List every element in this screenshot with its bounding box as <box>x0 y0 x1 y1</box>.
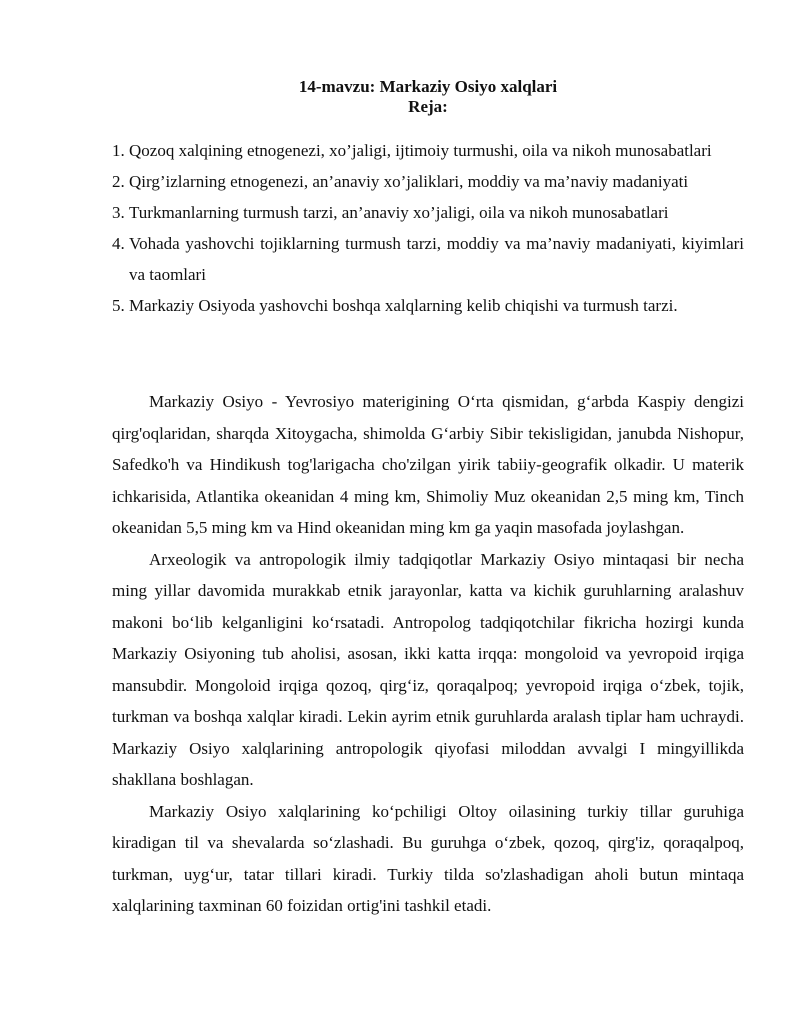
plan-item-text: Turkmanlarning turmush tarzi, an’anaviy xo’jaligi, oila va nikoh munosabatlari <box>129 203 669 222</box>
plan-item-number: 4. <box>112 234 125 253</box>
plan-item <box>112 135 744 166</box>
plan-item <box>112 228 744 290</box>
plan-item-number: 5. <box>112 296 125 315</box>
plan-item <box>112 166 744 197</box>
document-title: 14-mavzu: Markaziy Osiyo xalqlari <box>298 77 558 96</box>
body-paragraph: Markaziy Osiyo - Yevrosiyo materigining O‘rta qismidan, g‘arbda Kaspiy dengizi qirg'oqlaridan, sharqda Xitoygacha, shimolda G‘arbiy Sibir tekisligidan, janubda Nishopur, Safedko'h va Hindikush tog'larigacha cho'zilgan yirik tabiiy-geografik olkadir. U materik ichkarisida, Atlantika okeanidan 4 ming km, Shimoliy Muz okeanidan 2,5 ming km, Tinch okeanidan 5,5 ming km va Hind okeanidan ming km ga yaqin masofada joylashgan. <box>112 392 744 537</box>
body-paragraph: Markaziy Osiyo xalqlarining ko‘pchiligi Oltoy oilasining turkiy tillar guruhiga kiradigan til va shevalarda so‘zlashadi. Bu guruhga o‘zbek, qozoq, qirg'iz, qoraqalpoq, turkman, uyg‘ur, tatar tillari kiradi. Turkiy tilda so'zlashadigan aholi butun mintaqa xalqlarining taxminan 60 foizidan ortig'ini tashkil etadi. <box>112 801 744 915</box>
plan-item <box>112 197 744 228</box>
plan-list <box>112 135 744 321</box>
plan-item-text: Qirg’izlarning etnogenezi, an’anaviy xo’jaliklari, moddiy va ma’naviy madaniyati <box>129 172 689 191</box>
body-paragraph: Arxeologik va antropologik ilmiy tadqiqotlar Markaziy Osiyo mintaqasi bir necha ming yillar davomida murakkab etnik jarayonlar, katta va kichik guruhlarning aralashuv makoni bo‘lib kelganligini ko‘rsatadi. Antropolog tadqiqotchilar fikricha hozirgi kunda Markaziy Osiyoning tub aholisi, asosan, ikki katta irqqa: mongoloid va yevropoid irqiga mansubdir. Mongoloid irqiga qozoq, qirg‘iz, qoraqalpoq; yevropoid irqiga o‘zbek, tojik, turkman va boshqa xalqlar kiradi. Lekin ayrim etnik guruhlarda aralash tiplar ham uchraydi. Markaziy Osiyo xalqlarining antropologik qiyofasi miloddan avvalgi I mingyillikda shakllana boshlagan. <box>112 549 744 789</box>
plan-item-number: 2. <box>112 172 125 191</box>
plan-item-text: Qozoq xalqining etnogenezi, xo’jaligi, ijtimoiy turmushi, oila va nikoh munosabatlari <box>129 141 712 160</box>
plan-item-text: Markaziy Osiyoda yashovchi boshqa xalqlarning kelib chiqishi va turmush tarzi. <box>129 296 678 315</box>
body-text <box>112 386 744 922</box>
plan-item <box>112 290 744 321</box>
plan-heading: Reja: <box>408 97 448 116</box>
plan-item-number: 3. <box>112 203 125 222</box>
plan-item-text: Vohada yashovchi tojiklarning turmush tarzi, moddiy va ma’naviy madaniyati, kiyimlari va taomlari <box>129 234 744 284</box>
plan-item-number: 1. <box>112 141 125 160</box>
